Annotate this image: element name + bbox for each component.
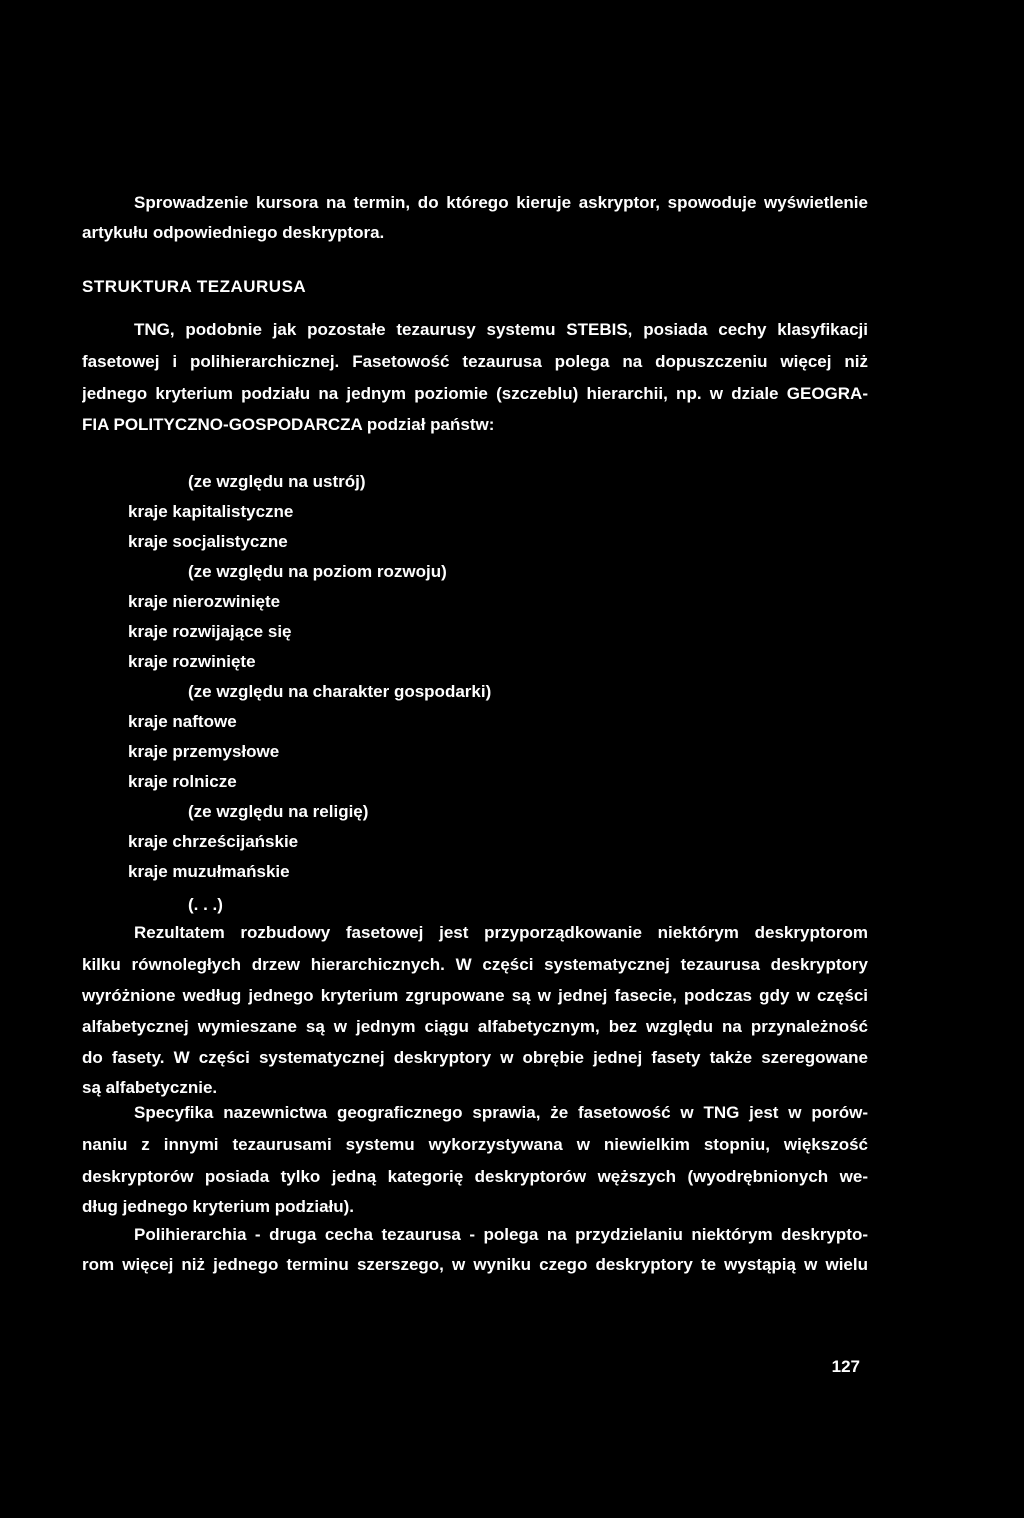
facet-item: kraje socjalistyczne [128,532,288,551]
result-line-6: są alfabetycznie. [82,1078,218,1097]
facet-item: kraje rolnicze [128,772,237,791]
facet-item: kraje chrześcijańskie [128,832,299,851]
structure-line-1: TNG, podobnie jak pozostałe tezaurusy systemu STEBIS, posiada cechy klasyfikacji [134,320,868,339]
facet-ellipsis: (. . .) [188,895,223,914]
intro-line-2: artykułu odpowiedniego deskryptora. [82,223,385,242]
polyhierarchy-line-1: Polihierarchia - druga cecha tezaurusa - polega na przydzielaniu niektórym deskrypto- [134,1225,868,1244]
specificity-line-4: dług jednego kryterium podziału). [82,1197,355,1216]
structure-line-3: jednego kryterium podziału na jednym poziomie (szczeblu) hierarchii, np. w dziale GEOGRA- [82,384,868,403]
result-line-3: wyróżnione według jednego kryterium zgrupowane są w jednej fasecie, podczas gdy w części [82,986,868,1005]
facet-item: kraje przemysłowe [128,742,280,761]
facet-item: kraje rozwinięte [128,652,256,671]
facet-item: kraje nierozwinięte [128,592,281,611]
structure-line-4: FIA POLITYCZNO-GOSPODARCZA podział państw: [82,415,495,434]
section-heading: STRUKTURA TEZAURUSA [82,277,307,296]
facet-item: kraje naftowe [128,712,237,731]
facet-criterion: (ze względu na religię) [188,802,369,821]
result-line-5: do fasety. W części systematycznej deskryptory w obrębie jednej fasety także szeregowane [82,1048,868,1067]
structure-line-2: fasetowej i polihierarchicznej. Fasetowość tezaurusa polega na dopuszczeniu więcej niż [82,352,868,371]
result-line-1: Rezultatem rozbudowy fasetowej jest przyporządkowanie niektórym deskryptorom [134,923,868,942]
page-number: 127 [831,1357,860,1376]
facet-item: kraje rozwijające się [128,622,292,641]
specificity-line-3: deskryptorów posiada tylko jedną kategorię deskryptorów węższych (wyodrębnionych we- [82,1167,868,1186]
result-line-4: alfabetycznej wymieszane są w jednym ciągu alfabetycznym, bez względu na przynależność [82,1017,868,1036]
specificity-line-2: naniu z innymi tezaurusami systemu wykorzystywana w niewielkim stopniu, większość [82,1135,868,1154]
facet-item: kraje kapitalistyczne [128,502,294,521]
intro-line-1: Sprowadzenie kursora na termin, do którego kieruje askryptor, spowoduje wyświetlenie [134,193,868,212]
facet-criterion: (ze względu na poziom rozwoju) [188,562,447,581]
specificity-line-1: Specyfika nazewnictwa geograficznego sprawia, że fasetowość w TNG jest w porów- [134,1103,868,1122]
polyhierarchy-line-2: rom więcej niż jednego terminu szerszego, w wyniku czego deskryptory te wystąpią w wielu [82,1255,868,1274]
facet-criterion: (ze względu na ustrój) [188,472,366,491]
facet-criterion: (ze względu na charakter gospodarki) [188,682,492,701]
facet-item: kraje muzułmańskie [128,862,290,881]
result-line-2: kilku równoległych drzew hierarchicznych. W części systematycznej tezaurusa deskryptory [82,955,868,974]
